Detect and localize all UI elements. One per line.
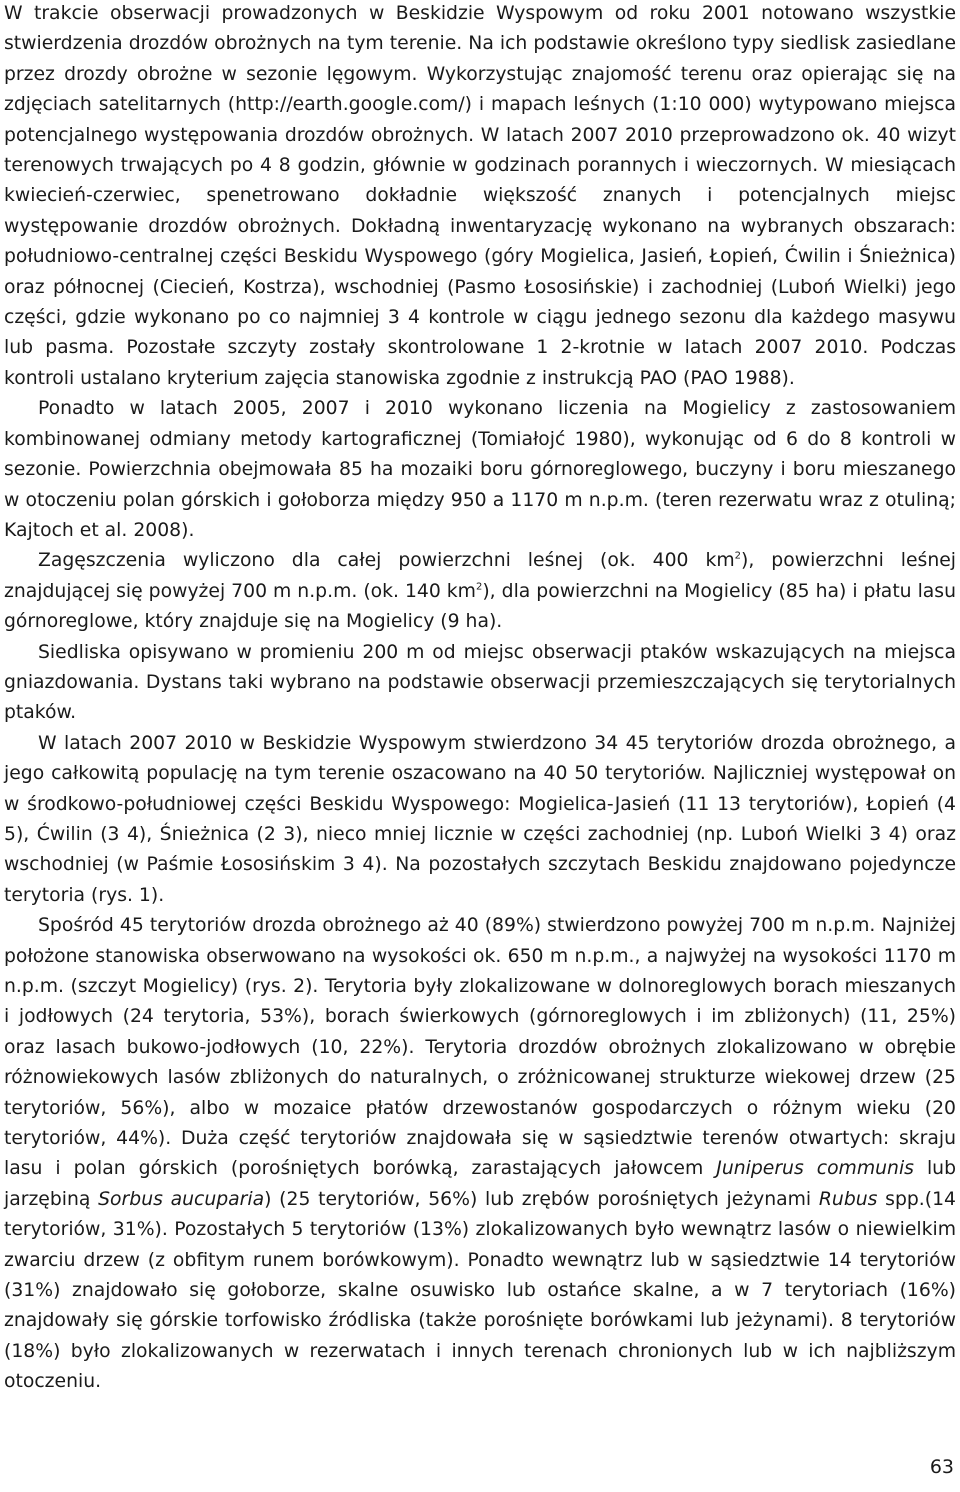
text-segment: Siedliska opisywano w promieniu 200 m od miejsc obserwacji ptaków wskazujących na miejsca gniazdowania. Dystans taki wybrano na podstawie obserwacji przemieszczających się terytorialnych ptaków. xyxy=(4,641,956,724)
text-segment: W latach 2007 2010 w Beskidzie Wyspowym stwierdzono 34 45 terytoriów drozda obrożnego, a jego całkowitą populację na tym terenie oszacowano na 40 50 terytoriów. Najliczniej występował on w środkowo-południowej części Beskidu Wyspowego: Mogielica-Jasień (11 13 terytoriów), Łopień (4 5), Ćwilin (3 4), Śnieżnica (2 3), nieco mniej licznie w części zachodniej (np. Luboń Wielki 3 4) oraz wschodniej (w Paśmie Łososińskim 3 4). Na pozostałych szczytach Beskidu znajdowano pojedyncze terytoria (rys. 1). xyxy=(4,732,956,906)
article-body xyxy=(4,0,956,1440)
text-segment: Spośród 45 terytoriów drozda obrożnego aż 40 (89%) stwierdzono powyżej 700 m n.p.m. Najniżej położone stanowiska obserwowano na wysokości ok. 650 m n.p.m., a najwyżej na wysokości 1170 m n.p.m. (szczyt Mogielicy) (rys. 2). Terytoria były zlokalizowane w dolnoreglowych borach mieszanych i jodłowych (24 terytoria, 53%), borach świerkowych (górnoreglowych i im zbliżonych) (11, 25%) oraz lasach bukowo-jodłowych (10, 22%). Terytoria drozdów obrożnych zlokalizowano w obrębie różnowiekowych lasów zbliżonych do naturalnych, o zróżnicowanej strukturze wiekowej drzew (25 terytoriów, 56%), albo w mozaice płatów drzewostanów gospodarczych o różnym wieku (20 terytoriów, 44%). Duża część terytoriów znajdowała się w sąsiedztwie terenów otwartych: skraju lasu i polan górskich (porośniętych borówką, zarastających jałowcem xyxy=(4,915,956,1180)
text-segment: Ponadto w latach 2005, 2007 i 2010 wykonano liczenia na Mogielicy z zastosowaniem kombinowanej odmiany metody kartograficznej (Tomiałojć 1980), wykonując od 6 do 8 kontroli w sezonie. Powierzchnia obejmowała 85 ha mozaiki boru górnoreglowego, buczyny i boru mieszanego w otoczeniu polan górskich i gołoborza między 950 a 1170 m n.p.m. (teren rezerwatu wraz z otuliną; Kajtoch et al. 2008). xyxy=(4,398,956,541)
text-segment: spp.(14 terytoriów, 31%). Pozostałych 5 terytoriów (13%) zlokalizowanych było wewnątrz lasów o niewielkim zwarciu drzew (z obfitym runem borówkowym). Ponadto wewnątrz lub w sąsiedztwie 14 terytoriów (31%) znajdowało się gołoborze, skalne osuwisko lub ostańce skalne, a w 7 terytoriach (16%) znajdowały się górskie torfowisko źródliska (także porośnięte borówkami lub jeżynami). 8 terytoriów (18%) było zlokalizowanych w rezerwatach i innych terenach chronionych lub w ich najbliższym otoczeniu. xyxy=(4,1188,956,1393)
text-segment: lub jarzębiną xyxy=(4,1158,957,1210)
paragraph xyxy=(4,546,956,637)
page-number: 63 xyxy=(929,1456,954,1478)
italic-text: Sorbus aucuparia xyxy=(98,1188,265,1210)
text-segment: Zagęszczenia wyliczono dla całej powierzchni leśnej (ok. 400 km xyxy=(38,550,735,572)
paragraph xyxy=(4,0,956,394)
text-segment: ) (25 terytoriów, 56%) lub zrębów porośniętych jeżynami xyxy=(264,1188,819,1210)
superscript: 2 xyxy=(475,581,483,593)
paragraph xyxy=(4,911,956,1398)
paragraph xyxy=(4,638,956,729)
paragraph xyxy=(4,729,956,911)
italic-text: Rubus xyxy=(818,1188,878,1210)
text-segment: ), dla powierzchni na Mogielicy (85 ha) i płatu lasu górnoreglowe, który znajduje się na Mogielicy (9 ha). xyxy=(4,580,956,633)
superscript: 2 xyxy=(734,551,742,563)
text-segment: ), powierzchni leśnej znajdującej się powyżej 700 m n.p.m. (ok. 140 km xyxy=(4,550,956,602)
text-segment: W trakcie obserwacji prowadzonych w Beskidzie Wyspowym od roku 2001 notowano wszystkie stwierdzenia drozdów obrożnych na tym terenie. Na ich podstawie określono typy siedlisk zasiedlane przez drozdy obrożne w sezonie lęgowym. Wykorzystując znajomość terenu oraz opierając się na zdjęciach satelitarnych (http://earth.google.com/) i mapach leśnych (1:10 000) wytypowano miejsca potencjalnego występowania drozdów obrożnych. W latach 2007 2010 przeprowadzono ok. 40 wizyt terenowych trwających po 4 8 godzin, głównie w godzinach porannych i wieczornych. W miesiącach kwiecień-czerwiec, spenetrowano dokładnie większość znanych i potencjalnych miejsc występowanie drozdów obrożnych. Dokładną inwentaryzację wykonano na wybranych obszarach: południowo-centralnej części Beskidu Wyspowego (góry Mogielica, Jasień, Łopień, Ćwilin i Śnieżnica) oraz północnej (Ciecień, Kostrza), wschodniej (Pasmo Łososińskie) i zachodniej (Luboń Wielki) jego części, gdzie wykonano po co najmniej 3 4 kontrole w ciągu jednego sezonu dla każdego masywu lub pasma. Pozostałe szczyty zostały skontrolowane 1 2-krotnie w latach 2007 2010. Podczas kontroli ustalano kryterium zajęcia stanowiska zgodnie z instrukcją PAO (PAO 1988). xyxy=(4,3,956,389)
italic-text: Juniperus communis xyxy=(716,1158,914,1180)
paragraph xyxy=(4,394,956,546)
